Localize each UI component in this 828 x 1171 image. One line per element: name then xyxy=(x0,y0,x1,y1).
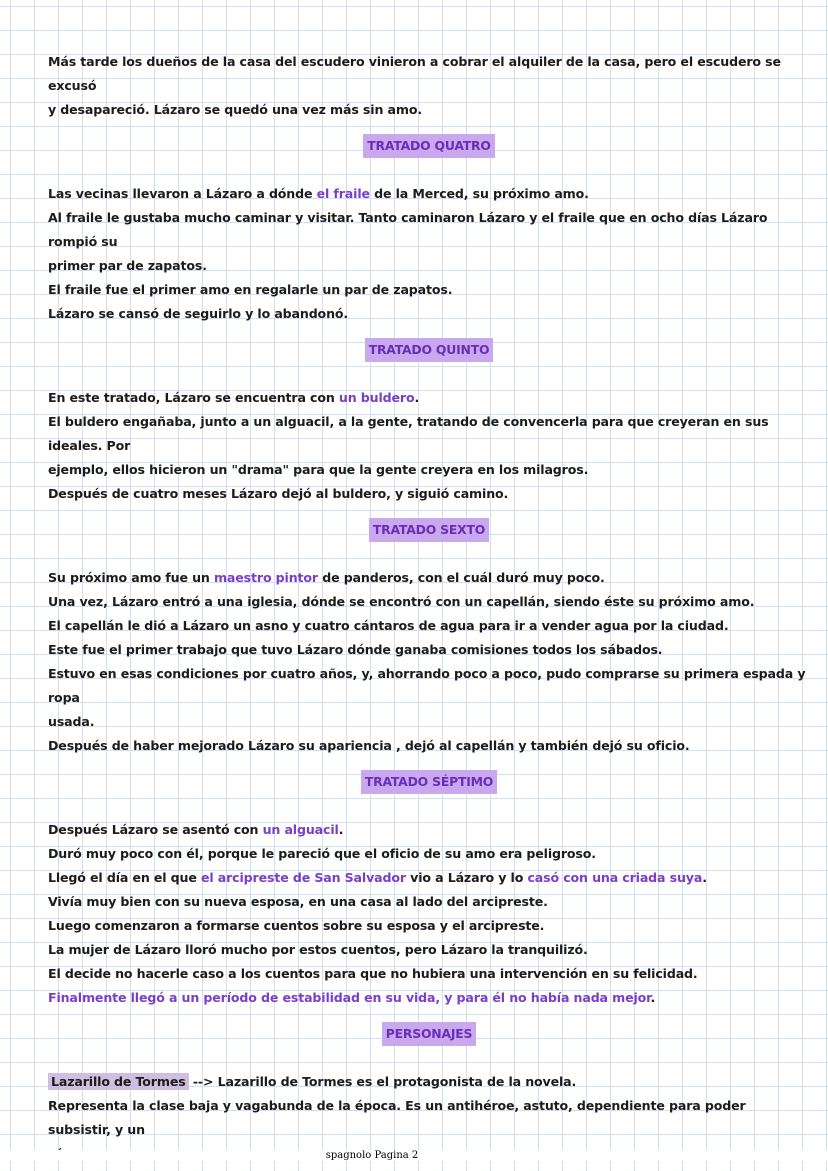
paragraph-line: Finalmente llegó a un período de estabilidad en su vida, y para él no había nada mejor. xyxy=(48,990,656,1005)
highlight-text: Finalmente llegó a un período de estabilidad en su vida, y para él no había nada mejor xyxy=(48,990,651,1005)
paragraph-line: Lazarillo de Tormes --> Lazarillo de Tormes es el protagonista de la novela. xyxy=(48,1070,810,1094)
paragraph-line: Este fue el primer trabajo que tuvo Lázaro dónde ganaba comisiones todos los sábados. xyxy=(48,642,663,657)
page-footer xyxy=(0,1150,828,1161)
document-body xyxy=(48,50,810,1166)
highlight-text: un alguacil xyxy=(262,822,339,837)
paragraph-line: Lázaro se cansó de seguirlo y lo abandonó. xyxy=(48,306,349,321)
paragraph-line: La mujer de Lázaro lloró mucho por estos cuentos, pero Lázaro la tranquilizó. xyxy=(48,942,588,957)
paragraph-line: Luego comenzaron a formarse cuentos sobre su esposa y el arcipreste. xyxy=(48,918,545,933)
paragraph-line: En este tratado, Lázaro se encuentra con un buldero. xyxy=(48,390,420,405)
paragraph-line: Una vez, Lázaro entró a una iglesia, dónde se encontró con un capellán, siendo éste su próximo amo. xyxy=(48,594,755,609)
paragraph-line: Representa la clase baja y vagabunda de la época. Es un antihéroe, astuto, dependiente para poder subsistir, y un xyxy=(48,1098,746,1137)
paragraph-line: Llegó el día en el que el arcipreste de San Salvador vio a Lázaro y lo casó con una criada suya. xyxy=(48,870,707,885)
paragraph-line: Al fraile le gustaba mucho caminar y visitar. Tanto caminaron Lázaro y el fraile que en ocho días Lázaro rompió su xyxy=(48,210,768,249)
paragraph-line: usada. xyxy=(48,714,95,729)
section-heading-sexto: TRATADO SEXTO xyxy=(369,518,489,542)
paragraph-line: Después de haber mejorado Lázaro su apariencia , dejó al capellán y también dejó su oficio. xyxy=(48,738,690,753)
section-heading-wrap xyxy=(48,518,810,542)
intro-line: y desapareció. Lázaro se quedó una vez más sin amo. xyxy=(48,102,422,117)
paragraph-line: El buldero engañaba, junto a un alguacil, a la gente, tratando de convencerla para que creyeran en sus ideales. Por xyxy=(48,414,769,453)
intro-line: Más tarde los dueños de la casa del escudero vinieron a cobrar el alquiler de la casa, pero el escudero se excusó xyxy=(48,54,781,93)
paragraph-line: Las vecinas llevaron a Lázaro a dónde el fraile de la Merced, su próximo amo. xyxy=(48,186,589,201)
section-heading-personajes: PERSONAJES xyxy=(382,1022,477,1046)
section-heading-wrap xyxy=(48,770,810,794)
paragraph-line: El capellán le dió a Lázaro un asno y cuatro cántaros de agua para ir a vender agua por la ciudad. xyxy=(48,618,729,633)
section-heading-septimo: TRATADO SÉPTIMO xyxy=(361,770,497,794)
highlight-text: maestro pintor xyxy=(213,570,318,585)
highlight-text: el arcipreste de San Salvador xyxy=(200,870,406,885)
paragraph-line: Su próximo amo fue un maestro pintor de panderos, con el cuál duró muy poco. xyxy=(48,570,605,585)
paragraph-line: Después de cuatro meses Lázaro dejó al buldero, y siguió camino. xyxy=(48,486,509,501)
paragraph-line: Duró muy poco con él, porque le pareció que el oficio de su amo era peligroso. xyxy=(48,846,596,861)
section-heading-quinto: TRATADO QUINTO xyxy=(365,338,494,362)
highlight-text: el fraile xyxy=(316,186,370,201)
highlight-text: un buldero xyxy=(338,390,415,405)
character-name-tag: Lazarillo de Tormes xyxy=(48,1073,189,1090)
footer-label: spagnolo Pagina 2 xyxy=(325,1150,419,1161)
paragraph-line: Después Lázaro se asentó con un alguacil. xyxy=(48,822,344,837)
section-heading-wrap xyxy=(48,134,810,158)
section-heading-wrap xyxy=(48,338,810,362)
paragraph-line: Vivía muy bien con su nueva esposa, en una casa al lado del arcipreste. xyxy=(48,894,548,909)
paragraph-line: primer par de zapatos. xyxy=(48,258,207,273)
highlight-text: casó con una criada suya xyxy=(527,870,703,885)
section-heading-quatro: TRATADO QUATRO xyxy=(363,134,494,158)
paragraph-line: El decide no hacerle caso a los cuentos para que no hubiera una intervención en su felicidad. xyxy=(48,966,698,981)
paragraph-line: Estuvo en esas condiciones por cuatro años, y, ahorrando poco a poco, pudo comprarse su primera espada y ropa xyxy=(48,666,806,705)
section-heading-wrap xyxy=(48,1022,810,1046)
paragraph-line: ejemplo, ellos hicieron un "drama" para que la gente creyera en los milagros. xyxy=(48,462,589,477)
paragraph-line: El fraile fue el primer amo en regalarle un par de zapatos. xyxy=(48,282,453,297)
